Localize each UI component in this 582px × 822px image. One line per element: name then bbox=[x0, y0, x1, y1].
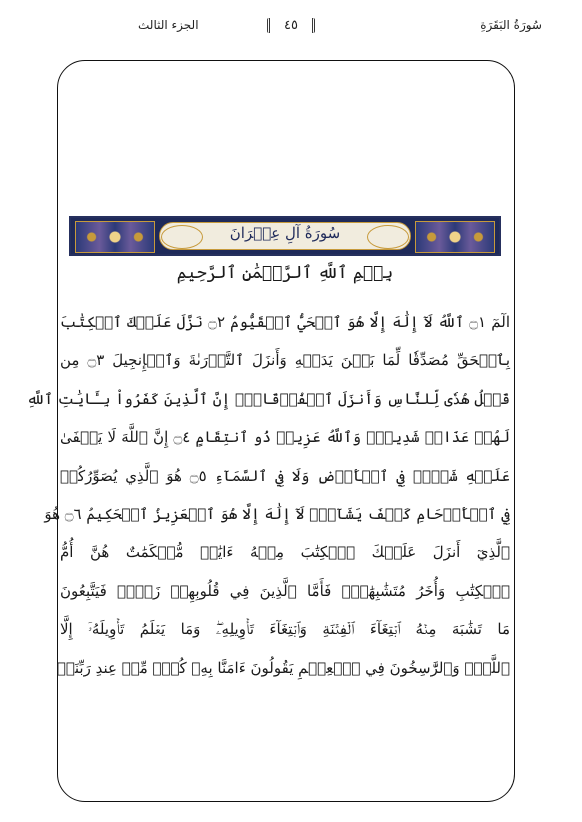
text-line: لَهُمۡ عَذَابٞ شَدِيدٞۗ وَٱللَّهُ عَزِيزٞ ذُو ٱنتِقَامٍ ۝٤ إِنَّ ٱللَّهَ لَا يَخۡفَىٰ bbox=[60, 428, 510, 447]
verse-text bbox=[26, 303, 510, 687]
page-number: ٤٥ bbox=[267, 18, 315, 33]
text-line: بِٱلۡحَقِّ مُصَدِّقٗا لِّمَا بَيۡنَ يَدَيۡهِ وَأَنزَلَ ٱلتَّوۡرَىٰةَ وَٱلۡإِنجِيلَ ۝٣ مِن bbox=[60, 351, 510, 370]
surah-banner bbox=[69, 216, 501, 256]
basmala: بِسۡمِ ٱللَّهِ ٱلرَّحۡمَٰنِ ٱلرَّحِيمِ bbox=[176, 263, 394, 283]
header-surah-name: سُورَةُ البَقَرَةِ bbox=[480, 18, 542, 32]
text-line: مَا تَشَٰبَهَ مِنۡهُ ٱبۡتِغَآءَ ٱلۡفِتۡنَةِ وَٱبۡتِغَآءَ تَأۡوِيلِهِۦۖ وَمَا يَعۡلَمُ تَأۡوِيلَهُۥٓ إِلَّا bbox=[60, 620, 510, 639]
text-line: الٓمٓ ۝١ ٱللَّهُ لَآ إِلَٰهَ إِلَّا هُوَ ٱلۡحَيُّ ٱلۡقَيُّومُ ۝٢ نَزَّلَ عَلَيۡكَ ٱلۡكِتَٰبَ bbox=[60, 313, 510, 331]
text-line: ٱللَّهُۗ وَٱلرَّٰسِخُونَ فِي ٱلۡعِلۡمِ يَقُولُونَ ءَامَنَّا بِهِۦ كُلّٞ مِّنۡ عِندِ رَبِّنَاۗ bbox=[56, 658, 510, 677]
text-line: قَبۡلُ هُدٗى لِّلنَّاسِ وَأَنزَلَ ٱلۡفُرۡقَانَۗ إِنَّ ٱلَّذِينَ كَفَرُواْ بِـَٔايَٰتِ ٱللَّهِ bbox=[26, 389, 510, 408]
text-line: ٱلۡكِتَٰبِ وَأُخَرُ مُتَشَٰبِهَٰتٞۖ فَأَمَّا ٱلَّذِينَ فِي قُلُوبِهِمۡ زَيۡغٞ فَيَتَّبِعُونَ bbox=[60, 581, 510, 600]
header-juz: الجزء الثالث bbox=[138, 18, 199, 32]
text-line: ٱلَّذِيٓ أَنزَلَ عَلَيۡكَ ٱلۡكِتَٰبَ مِنۡهُ ءَايَٰتٞ مُّحۡكَمَٰتٌ هُنَّ أُمُّ bbox=[60, 543, 510, 562]
text-line: فِي ٱلۡأَرۡحَامِ كَيۡفَ يَشَآءُۚ لَآ إِلَٰهَ إِلَّا هُوَ ٱلۡعَزِيزُ ٱلۡحَكِيمُ ۝٦ هُوَ bbox=[44, 504, 510, 523]
text-line: عَلَيۡهِ شَيۡءٞ فِي ٱلۡأَرۡضِ وَلَا فِي ٱلسَّمَآءِ ۝٥ هُوَ ٱلَّذِي يُصَوِّرُكُمۡ bbox=[60, 466, 510, 485]
surah-title: سُورَةُ آلِ عِمۡرَانَ bbox=[229, 224, 341, 242]
